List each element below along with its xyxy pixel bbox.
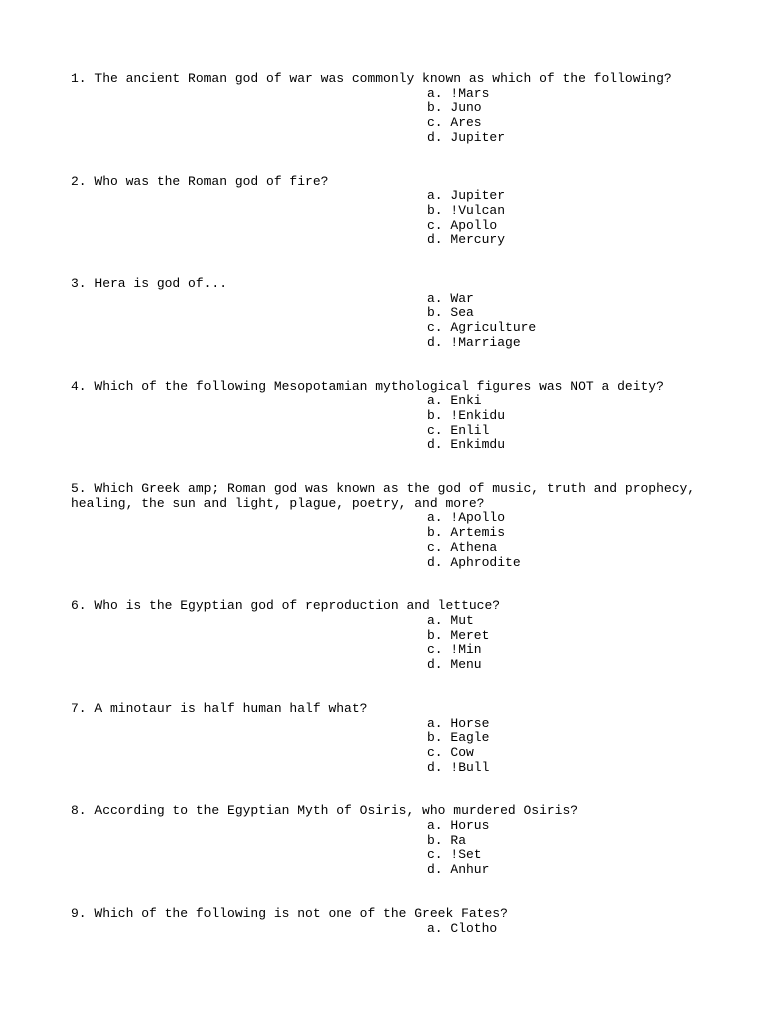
answer-option: a. Jupiter bbox=[427, 188, 506, 204]
question-text: 7. A minotaur is half human half what? bbox=[71, 700, 368, 716]
answer-option: b. !Enkidu bbox=[427, 407, 506, 423]
question-text: 5. Which Greek amp; Roman god was known as the god of music, truth and prophecy, healing, the sun and light, plague, poetry, and more? bbox=[71, 481, 703, 511]
question-3 bbox=[71, 277, 711, 351]
answer-option: b. Juno bbox=[427, 100, 482, 116]
answer-option: c. Cow bbox=[427, 744, 474, 760]
answer-list bbox=[71, 189, 711, 248]
answer-option: c. Agriculture bbox=[427, 320, 537, 336]
answer-option: b. Eagle bbox=[427, 730, 490, 746]
question-6 bbox=[71, 599, 711, 673]
answer-option: d. Mercury bbox=[427, 232, 506, 248]
answer-option: b. Meret bbox=[427, 627, 490, 643]
question-text: 2. Who was the Roman god of fire? bbox=[71, 173, 329, 189]
answer-option: d. Aphrodite bbox=[427, 554, 521, 570]
answer-option: a. !Mars bbox=[427, 85, 490, 101]
question-2 bbox=[71, 175, 711, 249]
answer-option: a. Enki bbox=[427, 393, 482, 409]
question-5 bbox=[71, 482, 711, 570]
question-text: 9. Which of the following is not one of the Greek Fates? bbox=[71, 905, 508, 921]
answer-option: c. !Set bbox=[427, 847, 482, 863]
answer-option: a. !Apollo bbox=[427, 510, 506, 526]
answer-option: d. Menu bbox=[427, 657, 482, 673]
answer-option: c. Enlil bbox=[427, 422, 490, 438]
question-8 bbox=[71, 804, 711, 878]
answer-option: c. !Min bbox=[427, 642, 482, 658]
question-9 bbox=[71, 907, 711, 936]
answer-option: b. Ra bbox=[427, 832, 467, 848]
answer-option: a. Horus bbox=[427, 818, 490, 834]
answer-option: c. Athena bbox=[427, 539, 498, 555]
answer-option: a. Clotho bbox=[427, 920, 498, 936]
question-1 bbox=[71, 72, 711, 146]
question-text: 8. According to the Egyptian Myth of Osiris, who murdered Osiris? bbox=[71, 803, 579, 819]
answer-option: d. Anhur bbox=[427, 862, 490, 878]
answer-option: b. !Vulcan bbox=[427, 202, 506, 218]
answer-list bbox=[71, 819, 711, 878]
answer-option: a. Mut bbox=[427, 612, 474, 628]
answer-list bbox=[71, 614, 711, 673]
question-text: 1. The ancient Roman god of war was commonly known as which of the following? bbox=[71, 71, 672, 86]
question-text: 3. Hera is god of... bbox=[71, 276, 228, 292]
answer-option: d. !Bull bbox=[427, 759, 490, 775]
quiz-document bbox=[71, 72, 711, 965]
question-7 bbox=[71, 702, 711, 776]
answer-option: d. Enkimdu bbox=[427, 437, 506, 453]
answer-list bbox=[71, 87, 711, 146]
answer-list bbox=[71, 511, 711, 570]
answer-list bbox=[71, 292, 711, 351]
answer-list bbox=[71, 717, 711, 776]
answer-list bbox=[71, 394, 711, 453]
answer-option: c. Apollo bbox=[427, 217, 498, 233]
answer-option: c. Ares bbox=[427, 115, 482, 131]
question-text: 6. Who is the Egyptian god of reproduction and lettuce? bbox=[71, 598, 501, 614]
question-4 bbox=[71, 380, 711, 454]
answer-option: a. War bbox=[427, 290, 474, 306]
answer-option: b. Sea bbox=[427, 305, 474, 321]
answer-option: a. Horse bbox=[427, 715, 490, 731]
answer-option: b. Artemis bbox=[427, 525, 506, 541]
answer-option: d. Jupiter bbox=[427, 129, 506, 145]
question-text: 4. Which of the following Mesopotamian mythological figures was NOT a deity? bbox=[71, 378, 664, 394]
answer-list bbox=[71, 922, 711, 937]
answer-option: d. !Marriage bbox=[427, 334, 521, 350]
